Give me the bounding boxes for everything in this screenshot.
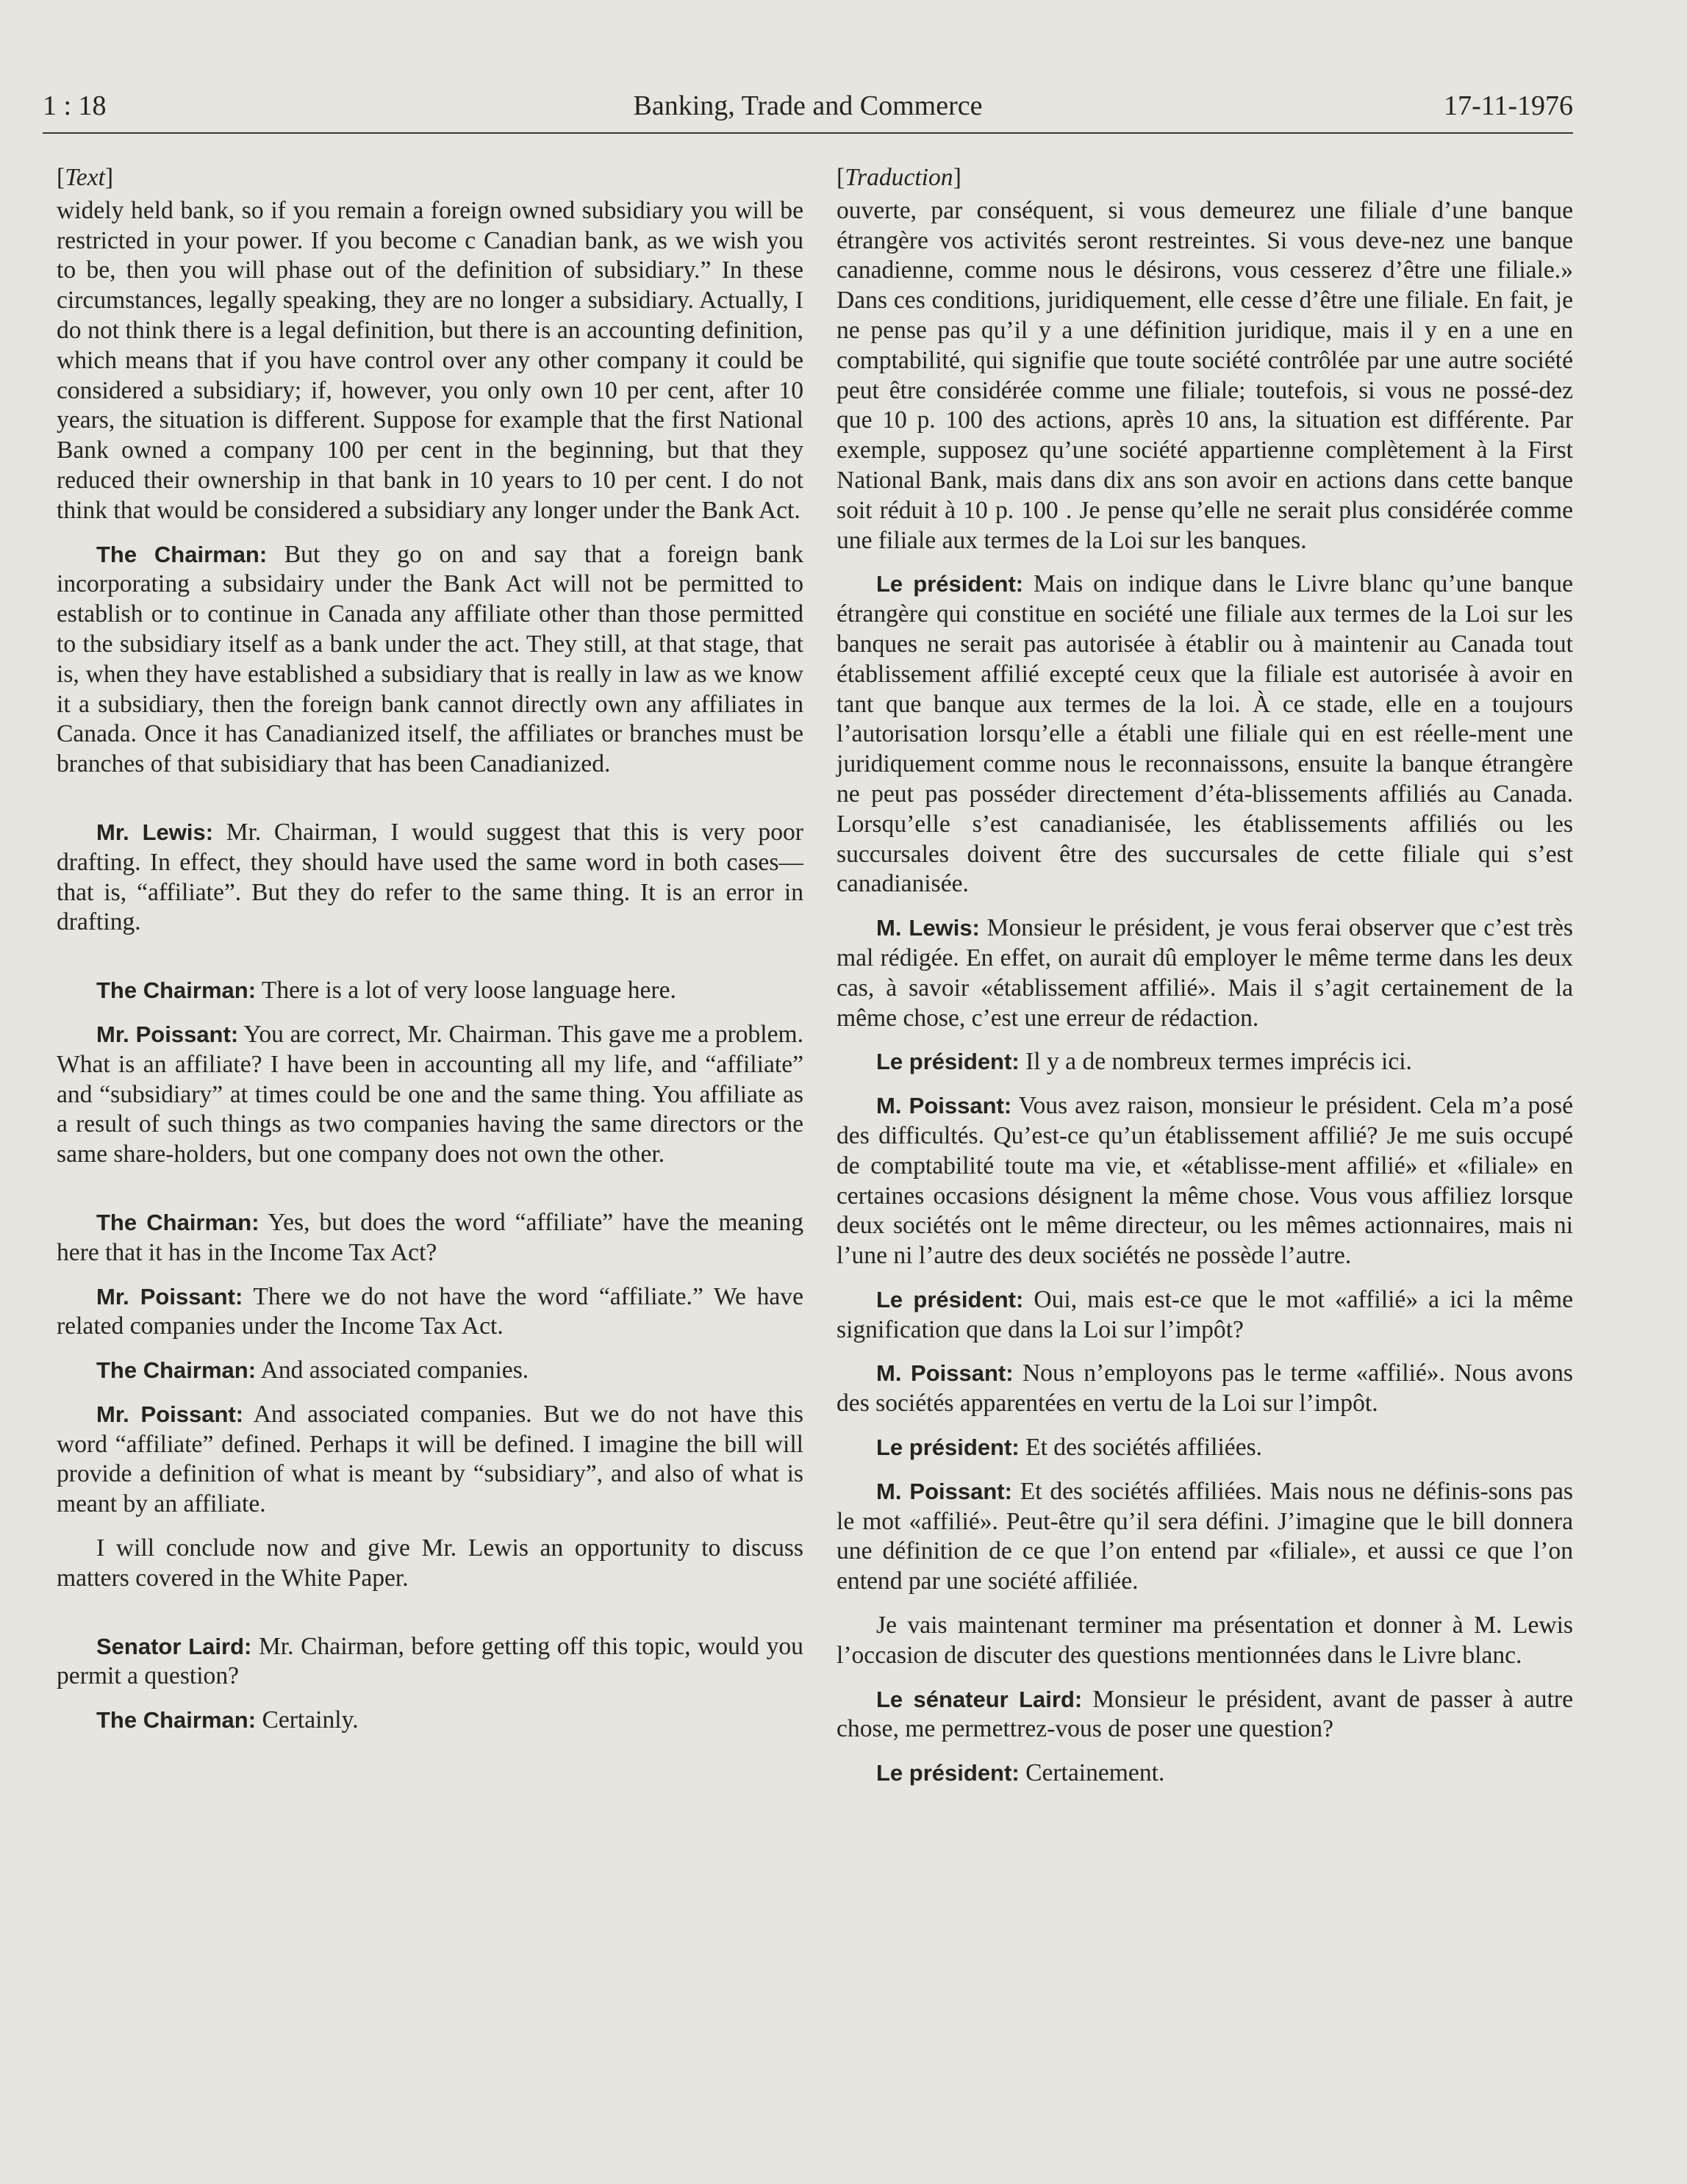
paragraph — [57, 1282, 803, 1343]
paragraph-text: There is a lot of very loose language here. — [261, 977, 676, 1005]
paragraph — [837, 1091, 1573, 1271]
speaker-name: Mr. Lewis: — [96, 819, 214, 845]
speaker-name: Le président: — [876, 571, 1024, 597]
paragraph — [837, 1285, 1573, 1346]
label-bracket-close: ] — [104, 164, 114, 191]
paragraph-text: Il y a de nombreux termes imprécis ici. — [1025, 1048, 1412, 1076]
paragraph-text: But they go on and say that a foreign bank incorporating a subsidairy under the Bank Act will not be permitted to establish or to continue in Canada any affiliate other than those permitted to the subsidiary itself as a bank under the act. They still, at that stage, that is, when they have established a subsidiary that is really in law as we know it a subsidiary, then the foreign bank cannot directly own any affiliates in Canada. Once it has Canadianized itself, the affiliates or branches must be branches of that subisidiary that has been Canadianized. — [57, 540, 803, 778]
paragraph-text: Certainement. — [1025, 1759, 1165, 1787]
paragraph-text: Certainly. — [262, 1706, 359, 1734]
english-column — [57, 163, 803, 1750]
paragraph-text: Nous n’employons pas le terme «affilié». Nous avons des sociétés apparentées en vertu de la Loi sur l’impôt. — [837, 1359, 1573, 1418]
running-title: Banking, Trade and Commerce — [633, 90, 983, 121]
label-bracket-open: [ — [837, 164, 845, 191]
paragraph-text: Mr. Chairman, before getting off this topic, would you permit a question? — [57, 1632, 803, 1690]
paragraph — [57, 818, 803, 938]
speaker-name: Le sénateur Laird: — [876, 1686, 1083, 1712]
paragraph — [57, 1356, 803, 1386]
paragraph — [57, 540, 803, 780]
paragraph-text: Je vais maintenant terminer ma présentation et donner à M. Lewis l’occasion de discuter des questions mentionnées dans le Livre blanc. — [837, 1612, 1573, 1669]
speaker-name: Le président: — [876, 1049, 1020, 1075]
page-date: 17-11-1976 — [1444, 90, 1573, 121]
speaker-name: The Chairman: — [96, 1209, 259, 1235]
paragraph-text: Oui, mais est-ce que le mot «affilié» a ici la même signification que dans la Loi sur l’impôt? — [837, 1285, 1573, 1343]
french-column — [837, 163, 1573, 1803]
column-label — [837, 163, 1573, 193]
paragraph-text: Mr. Chairman, I would suggest that this is very poor drafting. In effect, they should have used the same word in both cases—that is, “affiliate”. But they do refer to the same thing. It is an error in drafting. — [57, 818, 803, 936]
paragraph — [837, 1685, 1573, 1745]
paragraph-text: Mais on indique dans le Livre blanc qu’une banque étrangère qui constitue en société une filiale aux termes de la Loi sur les banques ne serait pas autorisée à établir ou à maintenir au Canada tout établissement affilié excepté ceux que la filiale est autorisée à avoir en tant que banque aux termes de la loi. À ce stade, elle en a toujours l’autorisation lorsqu’elle a établi une filiale qui en est réelle-ment une juridiquement comme nous le reconnaissons, ensuite la banque étrangère ne peut pas posséder directement d’éta-blissements affiliés au Canada. Lorsqu’elle s’est canadianisée, les établissements affiliés ou les succursales doivent être des succursales de cette filiale qui s’est canadianisée. — [837, 570, 1573, 898]
speaker-name: Mr. Poissant: — [96, 1283, 243, 1310]
label-bracket-close: ] — [953, 164, 961, 191]
paragraph-text: There we do not have the word “affiliate.” We have related companies under the Income Tax Act. — [57, 1282, 803, 1340]
label-bracket-open: [ — [57, 164, 65, 191]
speaker-name: Le président: — [876, 1286, 1024, 1312]
paragraph — [57, 1208, 803, 1268]
column-label — [57, 163, 803, 193]
paragraph — [837, 1759, 1573, 1789]
label-text: Text — [65, 164, 105, 191]
paragraph — [837, 1047, 1573, 1077]
speaker-name: The Chairman: — [96, 541, 268, 567]
speaker-name: The Chairman: — [96, 1707, 257, 1734]
page-header — [43, 87, 1573, 134]
speaker-name: M. Poissant: — [876, 1478, 1012, 1504]
paragraph-text: Monsieur le président, avant de passer à autre chose, me permettrez-vous de poser une question? — [837, 1685, 1573, 1743]
speaker-name: Le président: — [876, 1760, 1020, 1786]
paragraph — [57, 1020, 803, 1170]
speaker-name: Le président: — [876, 1434, 1020, 1461]
speaker-name: M. Poissant: — [876, 1360, 1014, 1387]
paragraph — [837, 1433, 1573, 1463]
paragraph-text: widely held bank, so if you remain a foreign owned subsidiary you will be restricted in your power. If you become c Canadian bank, as we wish you to be, then you will phase out of the definition of subsidiary.” In these circumstances, legally speaking, they are no longer a subsidiary. Actually, I do not think there is a legal definition, but there is an accounting definition, which means that if you have control over any other company it could be considered a subsidiary; if, however, you only own 10 per cent, after 10 years, the situation is different. Suppose for example that the first National Bank owned a company 100 per cent in the beginning, but that they reduced their ownership in that bank in 10 years to 10 per cent. I do not think that would be considered a subsidiary any longer under the Bank Act. — [57, 196, 803, 524]
paragraph-text: Et des sociétés affiliées. Mais nous ne définis-sons pas le mot «affilié». Peut-être qu’il sera défini. J’imagine que le bill donnera une définition de ce que l’on entend par «filiale», et aussi ce que l’on entend par une société affiliée. — [837, 1477, 1573, 1595]
label-text: Traduction — [845, 164, 953, 191]
paragraph — [837, 913, 1573, 1033]
paragraph-text: And associated companies. But we do not have this word “affiliate” defined. Perhaps it will be defined. I imagine the bill will provide a definition of what is meant by “subsidiary”, and also of what is meant by an affiliate. — [57, 1400, 804, 1518]
speaker-name: M. Lewis: — [876, 915, 980, 941]
paragraph-text: And associated companies. — [260, 1357, 529, 1384]
speaker-name: The Chairman: — [96, 977, 257, 1004]
paragraph — [57, 1534, 803, 1594]
paragraph — [837, 1477, 1573, 1597]
paragraph — [837, 1611, 1573, 1671]
paragraph-text: I will conclude now and give Mr. Lewis an opportunity to discuss matters covered in the White Paper. — [57, 1534, 803, 1592]
paragraph — [837, 570, 1573, 899]
paragraph — [837, 196, 1573, 556]
paragraph-text: ouverte, par conséquent, si vous demeurez une filiale d’une banque étrangère vos activités seront restreintes. Si vous deve-nez une banque canadienne, comme nous le désirons, vous cesserez d’être une filiale.» Dans ces conditions, juridiquement, elle cesse d’être une filiale. En fait, je ne pense pas qu’il y a une définition juridique, mais il y en a une en comptabilité, qui signifie que toute société contrôlée par une autre société peut être considérée comme une filiale; toutefois, si vous ne possé-dez que 10 p. 100 des actions, après 10 ans, la situation est différente. Par exemple, supposez qu’une société appartienne complètement à la First National Bank, mais dans dix ans son avoir en actions dans cette banque soit réduit à 10 p. 100 . Je pense qu’elle ne serait plus considérée comme une filiale aux termes de la Loi sur les banques. — [837, 196, 1573, 554]
speaker-name: M. Poissant: — [876, 1093, 1012, 1119]
paragraph — [837, 1359, 1573, 1419]
speaker-name: Senator Laird: — [96, 1633, 252, 1659]
paragraph-text: Monsieur le président, je vous ferai observer que c’est très mal rédigée. En effet, on aurait dû employer le même terme dans les deux cas, à savoir «établissement affilié». Mais il s’agit certainement de la même chose, c’est une erreur de rédaction. — [837, 914, 1574, 1032]
speaker-name: Mr. Poissant: — [96, 1401, 244, 1427]
speaker-name: The Chairman: — [96, 1357, 257, 1384]
paragraph-text: Vous avez raison, monsieur le président. Cela m’a posé des difficultés. Qu’est-ce qu’un établissement affilié? Je me suis occupé de comptabilité toute ma vie, et «établisse-ment affilié» et «filiale» en certaines occasions désignent la même chose. Vous vous affiliez lorsque deux sociétés ont le même directeur, ou les mêmes actionnaires, mais ni l’une ni l’autre des deux sociétés ne possède l’autre. — [837, 1092, 1573, 1270]
paragraph-text: Et des sociétés affiliées. — [1025, 1434, 1263, 1462]
paragraph — [57, 1706, 803, 1736]
paragraph — [57, 976, 803, 1006]
paragraph-text: You are correct, Mr. Chairman. This gave me a problem. What is an affiliate? I have been in accounting all my life, and “affiliate” and “subsidiary” at times could be one and the same thing. You affiliate as a result of such things as two companies having the same directors or the same share-holders, but one company does not own the other. — [57, 1020, 803, 1168]
paragraph — [57, 1400, 803, 1520]
paragraph-text: Yes, but does the word “affiliate” have the meaning here that it has in the Income Tax Act? — [57, 1208, 804, 1266]
paragraph — [57, 196, 803, 526]
speaker-name: Mr. Poissant: — [96, 1021, 239, 1047]
page-number: 1 : 18 — [43, 90, 107, 121]
paragraph — [57, 1632, 803, 1692]
